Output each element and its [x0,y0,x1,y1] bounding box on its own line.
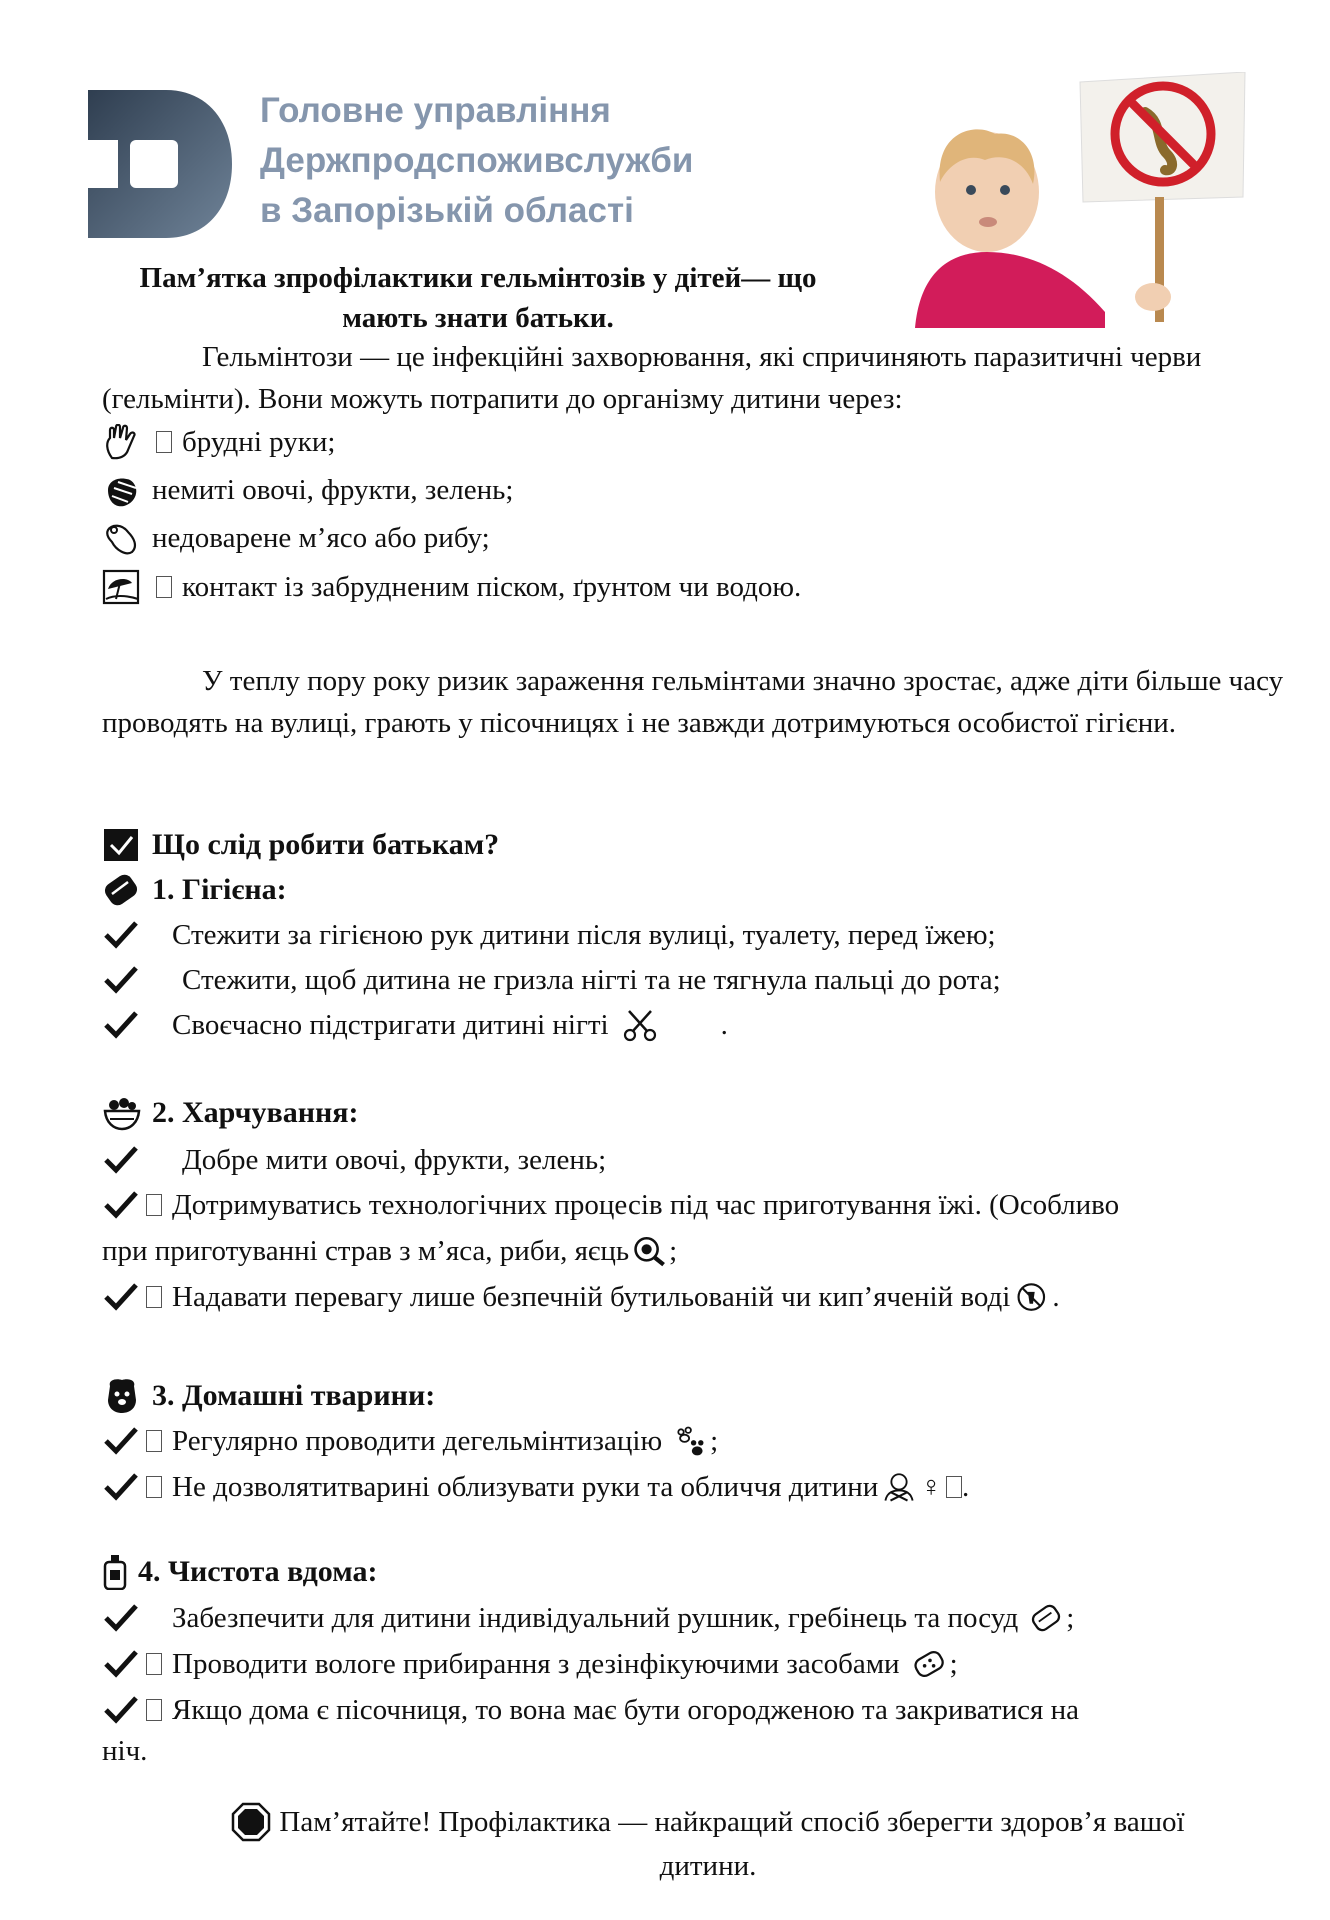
list-item-label: Своєчасно підстригати дитині нігті [172,1009,609,1041]
season-paragraph [102,660,1302,744]
missing-glyph-box [156,431,172,453]
list-item-label: контакт із забрудненим піском, ґрунтом чи водою. [182,571,802,603]
list-item [102,960,1001,1000]
section-heading-food [102,1093,359,1133]
list-item-label: Не дозволятитварині облизувати руки та обличчя дитини [172,1471,879,1503]
list-item-end: . [1052,1281,1060,1313]
intro-paragraph [102,336,1302,420]
missing-glyph-box [146,1194,162,1216]
agency-logo [88,90,232,238]
list-item [102,567,801,607]
list-item [102,518,490,558]
spray-bottle-icon [102,1554,128,1590]
missing-glyph-box [946,1476,962,1498]
check-icon [102,1009,142,1041]
beach-icon [102,569,142,605]
organization-name [260,86,693,236]
list-item [102,1644,958,1684]
list-item-label: недоварене м’ясо або рибу; [152,522,490,554]
list-item-label: Якщо дома є пісочниця, то вона має бути огородженою та закриватися на [172,1694,1079,1726]
list-item [102,1185,1119,1225]
section-title: 1. Гігієна: [152,873,287,906]
closing-line-2: дитини. [659,1850,757,1882]
what-to-do-heading [102,825,499,865]
checkbox-checked-icon [102,827,142,863]
check-icon [102,1425,142,1457]
list-item [102,470,513,510]
vegetables-icon [102,472,142,508]
meat-icon [102,520,142,556]
check-icon [102,1189,142,1221]
list-item-end: ; [669,1235,678,1267]
list-item [102,915,996,955]
soap-icon [102,872,142,908]
list-item [102,1005,728,1045]
list-item [102,422,335,462]
stop-sign-icon [231,1802,271,1842]
closing-reminder [148,1800,1268,1888]
what-to-do-text: Що слід робити батькам? [152,828,500,861]
list-item [102,1690,1079,1730]
food-bowl-icon [102,1095,142,1131]
check-icon [102,1144,142,1176]
check-icon [102,1471,142,1503]
female-sign: ♀ [920,1471,943,1503]
list-item-label: ніч. [102,1735,148,1767]
list-item-label: Проводити вологе прибирання з дезінфікуючими засобами [172,1648,900,1680]
section-title: 4. Чистота вдома: [138,1555,378,1588]
list-item-end: ; [949,1648,958,1680]
section-title: 2. Харчування: [152,1096,359,1129]
org-line-2: Держпродспоживслужби [260,141,694,180]
check-icon [102,964,142,996]
missing-glyph-box [146,1430,162,1452]
org-line-1: Головне управління [260,91,611,130]
child-with-sign-photo [905,72,1250,328]
list-item-label: немиті овочі, фрукти, зелень; [152,474,514,506]
closing-line-1: Пам’ятайте! Профілактика — найкращий спосіб зберегти здоров’я вашої [279,1806,1185,1838]
list-item-label: брудні руки; [182,426,336,458]
org-line-3: в Запорізькій області [260,191,634,230]
list-item-continuation [102,1731,147,1771]
page-title [58,258,898,338]
dog-icon [102,1378,142,1414]
list-item [102,1598,1074,1638]
frying-pan-icon [633,1233,667,1269]
check-icon [102,1648,142,1680]
sponge-icon [912,1646,948,1682]
paw-prints-icon [672,1423,708,1459]
section-heading-pets [102,1376,435,1416]
list-item [102,1467,969,1507]
check-icon [102,1694,142,1726]
list-item [102,1140,606,1180]
list-item-end: ; [710,1425,719,1457]
no-drinking-water-icon [1016,1279,1050,1315]
list-item-label: при приготуванні страв з м’яса, риби, яєць [102,1235,630,1267]
list-item [102,1277,1060,1317]
hand-icon [102,424,142,460]
missing-glyph-box [146,1653,162,1675]
missing-glyph-box [146,1699,162,1721]
title-line-1: Пам’ятка зпрофілактики гельмінтозів у дітей— що [139,262,817,294]
list-item-label: Добре мити овочі, фрукти, зелень; [182,1144,607,1176]
list-item-label: Дотримуватись технологічних процесів під час приготування їжі. (Особливо [172,1189,1120,1221]
list-item-label: Надавати перевагу лише безпечній бутильованій чи кип’яченій воді [172,1281,1011,1313]
list-item-end: . [962,1471,970,1503]
season-text: У теплу пору року ризик зараження гельмінтами значно зростає, адже діти більше часу проводять на вулиці, грають у пісочницях і не завжди дотримуються особистої гігієни. [102,665,1284,739]
list-item-end: ; [1066,1602,1075,1634]
section-heading-hygiene [102,870,287,910]
section-title: 3. Домашні тварини: [152,1379,436,1412]
check-icon [102,1602,142,1634]
list-item-label: Стежити, щоб дитина не гризла нігті та не тягнула пальці до рота; [182,964,1001,996]
missing-glyph-box [156,576,172,598]
scissors-icon [621,1007,661,1043]
list-item-label: Регулярно проводити дегельмінтизацію [172,1425,663,1457]
trailing-period: . [720,1009,728,1041]
intro-text: Гельмінтози — це інфекційні захворювання, які спричиняють паразитичні черви (гельмінти). Вони можуть потрапити до організму дитини через: [102,341,1202,415]
list-item [102,1421,718,1461]
missing-glyph-box [146,1476,162,1498]
list-item-label: Стежити за гігієною рук дитини після вулиці, туалету, перед їжею; [172,919,996,951]
check-icon [102,1281,142,1313]
missing-glyph-box [146,1286,162,1308]
section-heading-clean [102,1552,377,1592]
list-item-label: Забезпечити для дитини індивідуальний рушник, гребінець та посуд [172,1602,1019,1634]
gesture-no-icon [882,1469,916,1505]
soap-icon [1028,1600,1064,1636]
check-icon [102,919,142,951]
title-line-2: мають знати батьки. [342,302,614,334]
list-item-continuation [102,1231,677,1271]
